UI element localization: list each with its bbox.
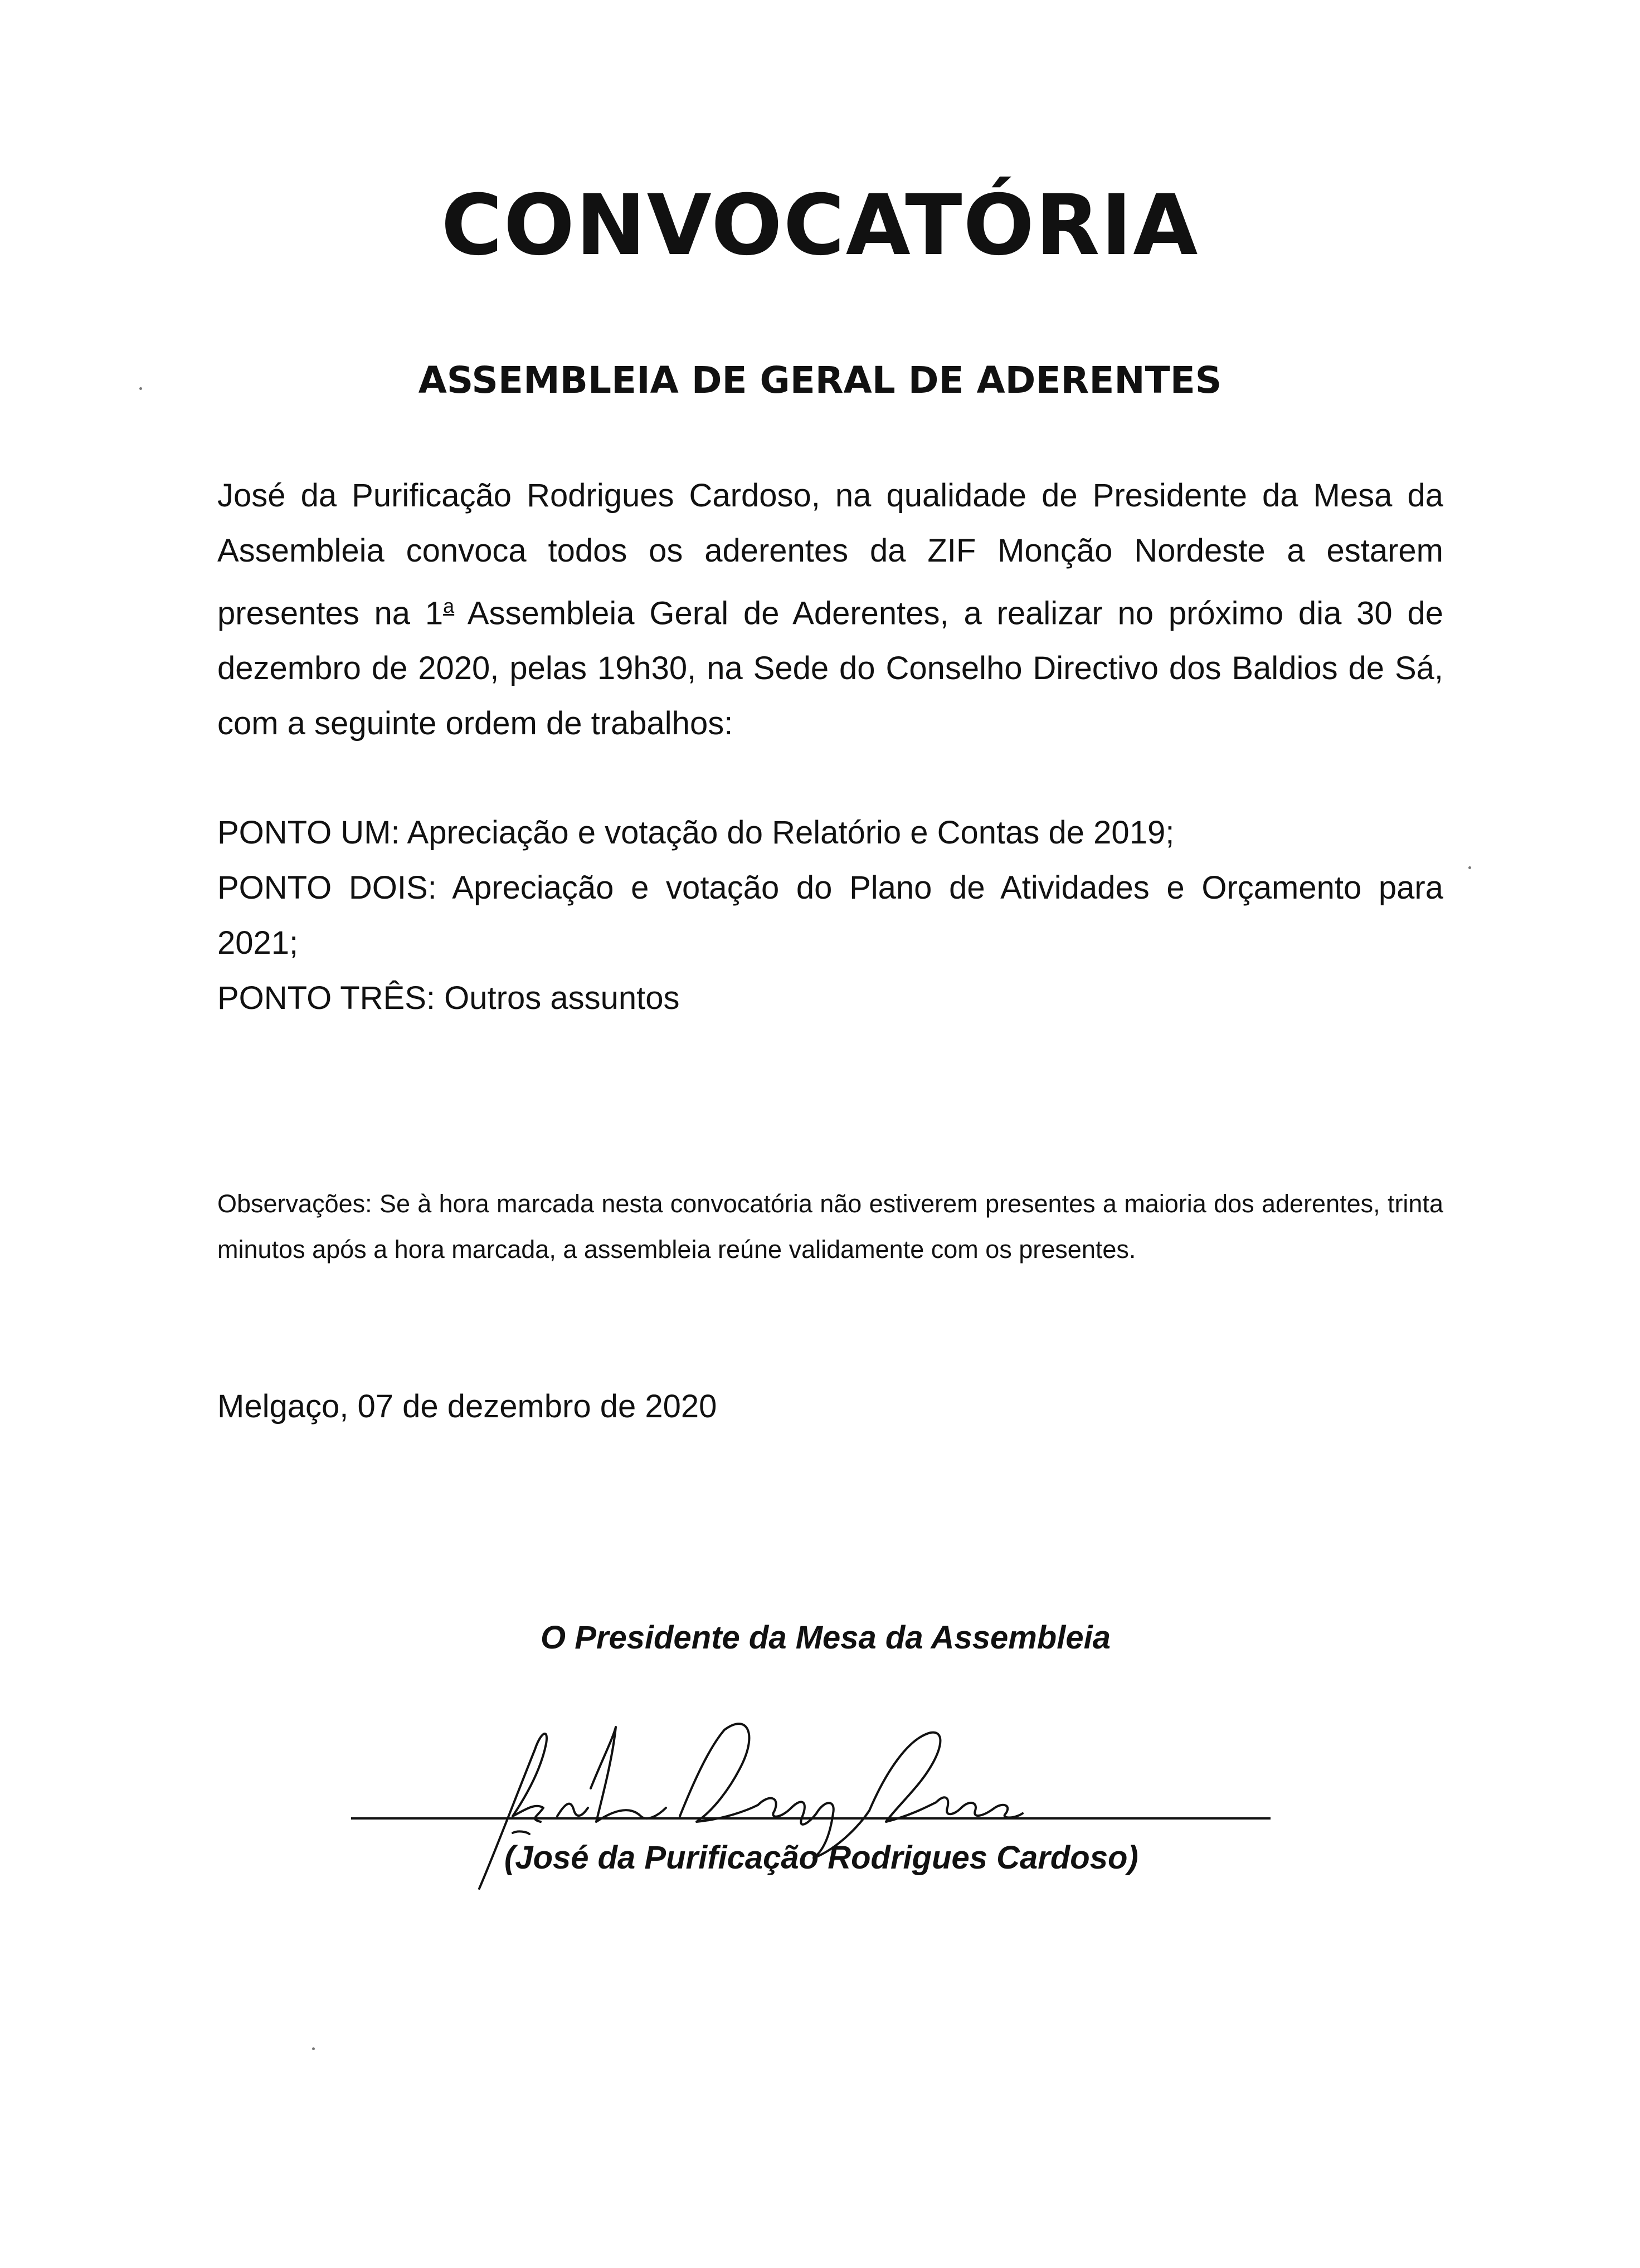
intro-ordinal: a xyxy=(443,594,455,617)
handwritten-signature xyxy=(446,1705,1031,1916)
intro-text-part2: Assembleia Geral de Aderentes, a realizar no próximo dia 30 de dezembro de 2020, pelas 19h30, na Sede do Conselho Directivo dos Baldios de Sá, com a seguinte ordem de trabalhos: xyxy=(217,595,1443,742)
agenda-item-1: PONTO UM: Apreciação e votação do Relatório e Contas de 2019; xyxy=(217,814,1175,851)
agenda-item-2: PONTO DOIS: Apreciação e votação do Plano de Atividades e Orçamento para 2021; xyxy=(217,870,1443,961)
intro-text-part1: José da Purificação Rodrigues Cardoso, na qualidade de Presidente da Mesa da Assembleia convoca todos os aderentes da ZIF Monção Nordeste a estarem presentes na 1 xyxy=(217,477,1443,632)
signatory-role: O Presidente da Mesa da Assembleia xyxy=(541,1620,1111,1656)
intro-paragraph xyxy=(217,468,1443,751)
scan-speck xyxy=(1468,866,1471,869)
document-title: CONVOCATÓRIA xyxy=(441,177,1199,274)
signature-line xyxy=(351,1817,1271,1820)
signatory-name: (José da Purificação Rodrigues Cardoso) xyxy=(504,1840,1138,1876)
scan-speck xyxy=(312,2047,315,2050)
agenda-item-3: PONTO TRÊS: Outros assuntos xyxy=(217,980,680,1016)
place-date: Melgaço, 07 de dezembro de 2020 xyxy=(217,1388,717,1425)
document-subtitle: ASSEMBLEIA DE GERAL DE ADERENTES xyxy=(418,359,1222,402)
agenda-list xyxy=(217,805,1443,1026)
scan-speck xyxy=(139,387,142,390)
observations-paragraph: Observações: Se à hora marcada nesta convocatória não estiverem presentes a maioria dos aderentes, trinta minutos após a hora marcada, a assembleia reúne validamente com os presentes. xyxy=(217,1189,1443,1264)
